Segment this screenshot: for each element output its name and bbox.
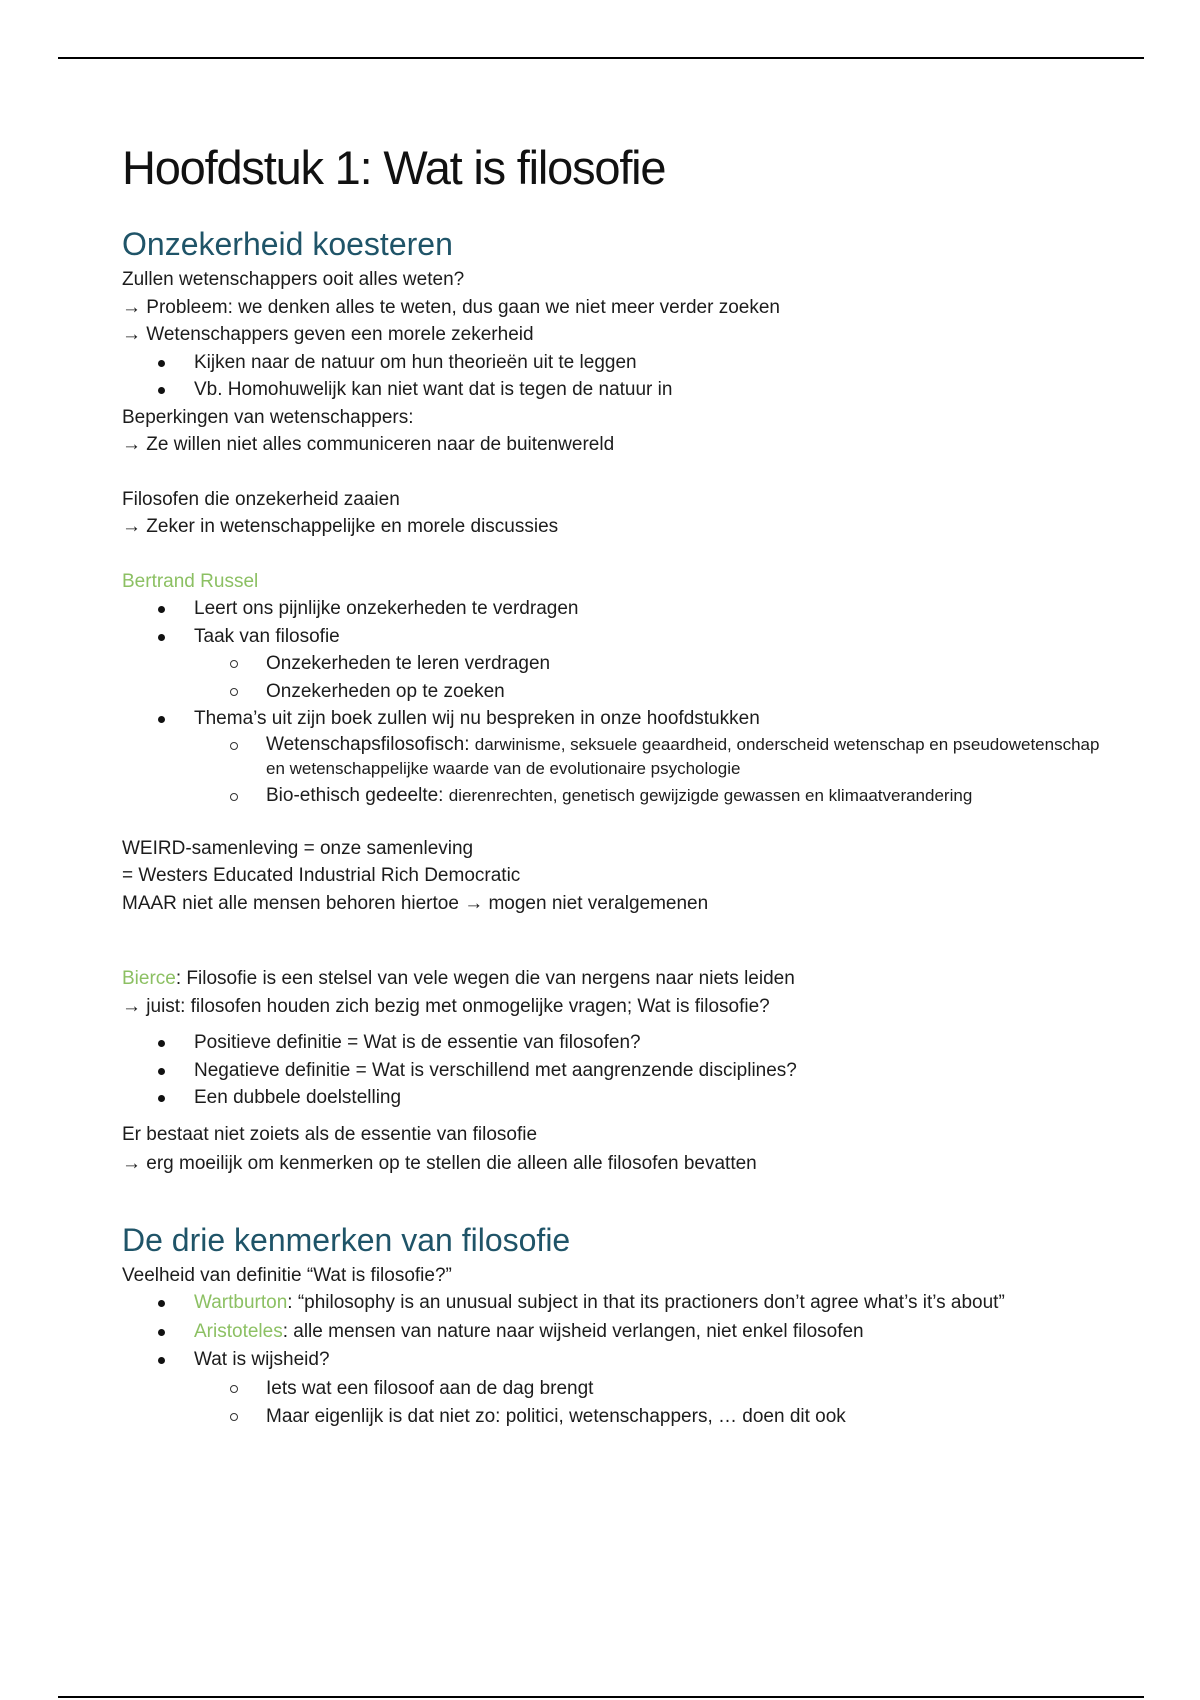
sub-list-item: Onzekerheden op te zoeken — [194, 678, 1102, 706]
sub-list-item: Maar eigenlijk is dat niet zo: politici, wetenschappers, … doen dit ook — [194, 1403, 1102, 1432]
sub-list — [194, 733, 1102, 808]
paragraph: → Zeker in wetenschappelijke en morele discussies — [122, 516, 559, 537]
document-body — [122, 136, 1102, 1432]
list-item: Vb. Homohuwelijk kan niet want dat is tegen de natuur in — [122, 376, 1102, 404]
bullet-list — [122, 349, 1102, 404]
paragraph: Bierce: Filosofie is een stelsel van vele wegen die van nergens naar niets leiden — [122, 968, 795, 989]
list-item: Thema’s uit zijn boek zullen wij nu bespreken in onze hoofdstukken Wetenschapsfilosofisch: darwinisme, seksuele geaardheid, onderscheid wetenschap en pseudowetenschap en wetenschappelijke waarde van de evolutionaire psychologie Bio-ethisch gedeelte: dierenrechten, genetisch gewijzigde gewassen en klimaatverandering — [122, 705, 1102, 808]
page-title: Hoofdstuk 1: Wat is filosofie — [122, 141, 666, 194]
bullet-icon — [158, 1357, 165, 1364]
bullet-icon — [158, 1095, 165, 1102]
paragraph: → juist: filosofen houden zich bezig met onmogelijke vragen; Wat is filosofie? — [122, 995, 770, 1017]
sub-list-item: Bio-ethisch gedeelte: dierenrechten, genetisch gewijzigde gewassen en klimaatverandering — [194, 784, 1102, 808]
list-item: Wat is wijsheid? Iets wat een filosoof aan de dag brengt Maar eigenlijk is dat niet zo: politici, wetenschappers, … doen dit ook — [122, 1346, 1102, 1432]
paragraph: Beperkingen van wetenschappers: — [122, 406, 414, 428]
sub-list-item: Iets wat een filosoof aan de dag brengt — [194, 1375, 1102, 1404]
sub-list-item: Onzekerheden te leren verdragen — [194, 650, 1102, 678]
paragraph: → Ze willen niet alles communiceren naar de buitenwereld — [122, 434, 615, 455]
list-item: Negatieve definitie = Wat is verschillend met aangrenzende disciplines? — [122, 1057, 1102, 1085]
section-heading-drie-kenmerken: De drie kenmerken van filosofie — [122, 1221, 571, 1258]
bullet-icon — [158, 1329, 165, 1336]
paragraph: → Probleem: we denken alles te weten, dus gaan we niet meer verder zoeken — [122, 296, 780, 318]
circle-bullet-icon — [230, 1385, 238, 1393]
paragraph: → Wetenschappers geven een morele zekerheid — [122, 324, 534, 345]
list-item: Aristoteles: alle mensen van nature naar wijsheid verlangen, niet enkel filosofen — [122, 1318, 1102, 1347]
top-rule — [58, 57, 1144, 59]
list-item: Positieve definitie = Wat is de essentie van filosofen? — [122, 1029, 1102, 1057]
list-item: Leert ons pijnlijke onzekerheden te verdragen — [122, 595, 1102, 623]
list-item: Wartburton: “philosophy is an unusual subject in that its practioners don’t agree what’s it’s about” — [122, 1289, 1102, 1318]
list-item: Een dubbele doelstelling — [122, 1084, 1102, 1112]
name-aristoteles: Aristoteles — [194, 1320, 283, 1342]
sub-list — [194, 650, 1102, 705]
circle-bullet-icon — [230, 660, 238, 668]
paragraph: = Westers Educated Industrial Rich Democratic — [122, 865, 521, 886]
sub-list — [194, 1375, 1102, 1432]
bullet-icon — [158, 634, 165, 641]
bullet-icon — [158, 1068, 165, 1075]
circle-bullet-icon — [230, 742, 238, 750]
list-item: Kijken naar de natuur om hun theorieën uit te leggen — [122, 349, 1102, 377]
bullet-icon — [158, 1300, 165, 1307]
bottom-rule — [58, 1696, 1144, 1698]
paragraph: Zullen wetenschappers ooit alles weten? — [122, 269, 465, 290]
bullet-icon — [158, 360, 165, 367]
paragraph: Veelheid van definitie “Wat is filosofie?” — [122, 1264, 452, 1286]
circle-bullet-icon — [230, 793, 238, 801]
bullet-icon — [158, 387, 165, 394]
section-heading-onzekerheid: Onzekerheid koesteren — [122, 226, 453, 262]
name-wartburton: Wartburton — [194, 1292, 288, 1313]
bullet-list — [122, 595, 1102, 808]
paragraph: → erg moeilijk om kenmerken op te stellen die alleen alle filosofen bevatten — [122, 1153, 757, 1174]
bullet-icon — [158, 716, 165, 723]
paragraph: WEIRD-samenleving = onze samenleving — [122, 837, 474, 859]
paragraph: MAAR niet alle mensen behoren hiertoe → mogen niet veralgemenen — [122, 892, 709, 914]
bullet-icon — [158, 606, 165, 613]
name-bertrand-russel: Bertrand Russel — [122, 570, 259, 592]
list-item: Taak van filosofie Onzekerheden te leren verdragen Onzekerheden op te zoeken — [122, 623, 1102, 706]
name-bierce: Bierce — [122, 968, 176, 989]
paragraph: Filosofen die onzekerheid zaaien — [122, 488, 400, 510]
circle-bullet-icon — [230, 688, 238, 696]
circle-bullet-icon — [230, 1413, 238, 1421]
bullet-list — [122, 1029, 1102, 1112]
sub-list-item: Wetenschapsfilosofisch: darwinisme, seksuele geaardheid, onderscheid wetenschap en pseudowetenschap en wetenschappelijke waarde van de evolutionaire psychologie — [194, 733, 1102, 781]
paragraph: Er bestaat niet zoiets als de essentie van filosofie — [122, 1123, 538, 1145]
bullet-list — [122, 1289, 1102, 1432]
bullet-icon — [158, 1040, 165, 1047]
